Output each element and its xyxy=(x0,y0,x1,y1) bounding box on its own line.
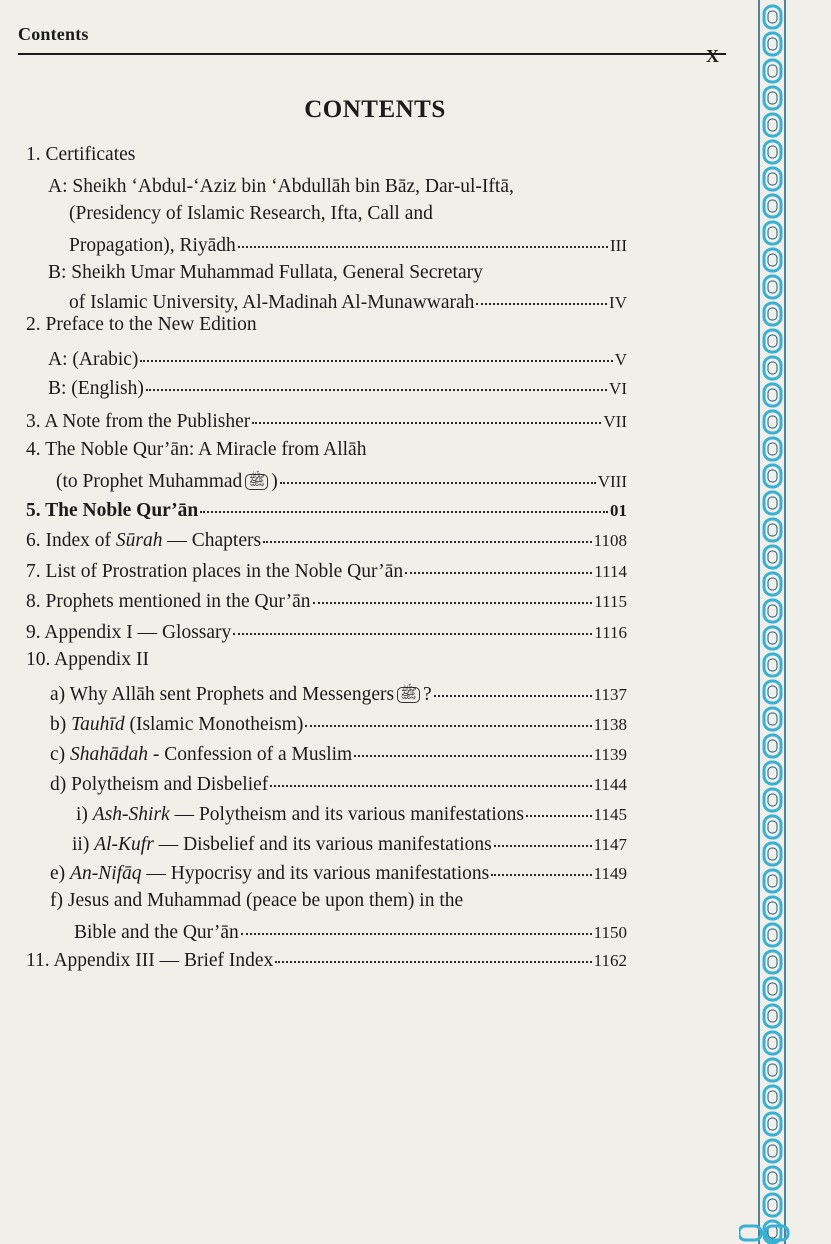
border-link xyxy=(768,38,777,50)
toc-entry-label: 11. Appendix III — Brief Index xyxy=(26,950,274,971)
dot-leader xyxy=(354,735,591,757)
toc-entry-label: of Islamic University, Al-Madinah Al-Munawwarah xyxy=(69,292,475,313)
toc-entry-label: (Presidency of Islamic Research, Ifta, Call and xyxy=(69,203,433,224)
dot-leader xyxy=(526,795,592,817)
border-link xyxy=(768,335,777,347)
border-link xyxy=(768,443,777,455)
border-link xyxy=(768,1037,777,1049)
toc-entry xyxy=(50,738,627,768)
border-link xyxy=(768,983,777,995)
border-link xyxy=(764,87,781,109)
dot-leader xyxy=(313,582,593,604)
border-link xyxy=(764,816,781,838)
dot-leader xyxy=(434,675,592,697)
toc-entry-label-end: ? xyxy=(423,684,432,705)
seal-glyph: ﷺ xyxy=(245,474,268,490)
toc-page-number: 1150 xyxy=(593,923,627,942)
border-link xyxy=(768,281,777,293)
border-link xyxy=(768,1010,777,1022)
border-link xyxy=(764,465,781,487)
border-link xyxy=(764,978,781,1000)
border-link xyxy=(764,519,781,541)
border-link xyxy=(768,659,777,671)
toc-entry-label-italic: Shahādah xyxy=(70,744,149,765)
border-link xyxy=(764,708,781,730)
toc-entry-label: 2. Preface to the New Edition xyxy=(26,314,257,335)
border-link xyxy=(764,1032,781,1054)
toc-entry-label: b) xyxy=(50,714,67,735)
toc-entry-label: Propagation), Riyādh xyxy=(69,235,236,256)
toc-entry-label: e) xyxy=(50,863,66,884)
border-link xyxy=(768,605,777,617)
toc-entry-label-end: — Chapters xyxy=(167,530,262,551)
page-title: CONTENTS xyxy=(304,96,446,123)
toc-entry-label-italic: Sūrah xyxy=(115,530,163,551)
toc-entry xyxy=(48,372,627,402)
dot-leader xyxy=(146,369,607,391)
border-link xyxy=(768,92,777,104)
toc-entry-label: 3. A Note from the Publisher xyxy=(26,411,251,432)
dot-leader xyxy=(476,283,607,305)
dot-leader xyxy=(200,491,608,513)
border-link xyxy=(764,384,781,406)
border-link xyxy=(768,821,777,833)
toc-entry-label-end: (Islamic Monotheism) xyxy=(129,714,304,735)
border-link xyxy=(764,1167,781,1189)
toc-page-number: 1138 xyxy=(593,715,627,734)
border-link xyxy=(764,438,781,460)
dot-leader xyxy=(238,226,608,248)
border-link xyxy=(764,1086,781,1108)
toc-entry xyxy=(26,647,149,673)
border-link xyxy=(764,573,781,595)
border-link xyxy=(768,146,777,158)
toc-page-number: 1144 xyxy=(593,775,627,794)
border-link xyxy=(764,33,781,55)
border-link xyxy=(764,627,781,649)
toc-page-number: IV xyxy=(609,293,627,312)
toc-entry xyxy=(26,405,627,435)
toc-page-number: VIII xyxy=(597,472,627,491)
toc-entry xyxy=(48,174,514,200)
toc-entry-label: 4. The Noble Qur’ān: A Miracle from Allāh xyxy=(26,439,367,460)
toc-entry xyxy=(26,494,627,524)
border-link xyxy=(768,65,777,77)
toc-entry-label-end: — Disbelief and its various manifestations xyxy=(158,834,492,855)
toc-entry-label: i) xyxy=(76,804,88,825)
toc-entry xyxy=(26,555,627,585)
border-link xyxy=(768,632,777,644)
toc-entry xyxy=(69,229,627,259)
toc-entry xyxy=(50,888,463,914)
toc-entry-label: 8. Prophets mentioned in the Qur’ān xyxy=(26,591,311,612)
border-link xyxy=(764,411,781,433)
border-link xyxy=(764,141,781,163)
border-link xyxy=(768,767,777,779)
border-link xyxy=(764,924,781,946)
border-link xyxy=(764,195,781,217)
toc-page-number: 1137 xyxy=(593,685,627,704)
border-link xyxy=(768,362,777,374)
border-link xyxy=(768,119,777,131)
toc-entry xyxy=(76,798,627,828)
toc-entry xyxy=(26,585,627,615)
toc-page-number: VI xyxy=(609,379,627,398)
dot-leader xyxy=(275,941,591,963)
toc-entry-label-italic: Tauhīd xyxy=(71,714,125,735)
toc-entry-label: a) Why Allāh sent Prophets and Messengers xyxy=(50,684,395,705)
toc-page-number: 1149 xyxy=(593,864,627,883)
toc-page-number: 01 xyxy=(610,501,627,520)
border-link xyxy=(768,848,777,860)
toc-entry-label: (to Prophet Muhammad xyxy=(56,471,243,492)
toc-entry-label: c) xyxy=(50,744,66,765)
dot-leader xyxy=(140,340,612,362)
border-link xyxy=(768,416,777,428)
border-link xyxy=(764,897,781,919)
border-link xyxy=(764,951,781,973)
border-link xyxy=(768,470,777,482)
border-link xyxy=(768,200,777,212)
border-link xyxy=(768,956,777,968)
border-link xyxy=(764,492,781,514)
toc-entry xyxy=(26,524,627,554)
border-link xyxy=(764,600,781,622)
border-link xyxy=(764,168,781,190)
border-link xyxy=(768,1091,777,1103)
toc-entry-label: 10. Appendix II xyxy=(26,649,149,670)
border-link xyxy=(764,681,781,703)
dot-leader xyxy=(270,765,591,787)
page-numeral: X xyxy=(706,46,719,66)
dot-leader xyxy=(280,462,596,484)
toc-page-number: 1162 xyxy=(593,951,627,970)
border-link xyxy=(768,551,777,563)
border-link xyxy=(768,929,777,941)
border-link xyxy=(739,1226,761,1240)
border-link xyxy=(764,654,781,676)
toc-entry-label: A: Sheikh ‘Abdul-‘Aziz bin ‘Abdullāh bin Bāz, Dar-ul-Iftā, xyxy=(48,176,514,197)
dot-leader xyxy=(405,552,592,574)
toc-entry xyxy=(26,437,366,463)
border-link xyxy=(764,276,781,298)
toc-entry xyxy=(26,312,257,338)
border-link xyxy=(764,60,781,82)
border-link xyxy=(768,11,777,23)
toc-page-number: 1116 xyxy=(594,623,627,642)
border-link xyxy=(768,497,777,509)
border-link xyxy=(764,546,781,568)
border-link xyxy=(768,686,777,698)
toc-page-number: 1147 xyxy=(593,835,627,854)
border-link xyxy=(768,227,777,239)
border-link xyxy=(768,1118,777,1130)
toc-entry-label: f) Jesus and Muhammad (peace be upon them) in the xyxy=(50,890,464,911)
border-link xyxy=(768,713,777,725)
toc-entry-label-italic: An-Nifāq xyxy=(70,863,142,884)
border-link xyxy=(764,114,781,136)
border-link xyxy=(768,1145,777,1157)
border-link xyxy=(768,902,777,914)
border-link xyxy=(768,794,777,806)
toc-page-number: VII xyxy=(603,412,627,431)
toc-entry-label: A: (Arabic) xyxy=(48,349,139,370)
toc-entry-label: Bible and the Qur’ān xyxy=(74,922,239,943)
border-link xyxy=(764,762,781,784)
toc-entry xyxy=(26,616,627,646)
border-link xyxy=(764,843,781,865)
border-link xyxy=(768,1199,777,1211)
toc-entry xyxy=(26,944,627,974)
seal-glyph: ﷺ xyxy=(397,687,420,703)
toc-entry-label: B: Sheikh Umar Muhammad Fullata, General Secretary xyxy=(48,262,483,283)
toc-page-number: 1115 xyxy=(594,592,627,611)
border-link xyxy=(764,1059,781,1081)
toc-entry-label: 1. Certificates xyxy=(26,144,136,165)
toc-page-number: 1145 xyxy=(593,805,627,824)
border-link xyxy=(768,389,777,401)
toc-entry xyxy=(50,857,627,887)
toc-page-number: 1114 xyxy=(594,562,627,581)
toc-entry-label: 5. The Noble Qur’ān xyxy=(26,500,199,521)
toc-entry-label-end: — Hypocrisy and its various manifestations xyxy=(146,863,490,884)
toc-entry xyxy=(50,708,627,738)
border-link xyxy=(768,254,777,266)
toc-entry xyxy=(69,201,433,227)
toc-entry xyxy=(26,142,135,168)
toc-entry xyxy=(50,678,627,708)
border-link xyxy=(764,330,781,352)
toc-entry-label: 6. Index of xyxy=(26,530,112,551)
border-link xyxy=(764,1113,781,1135)
toc-entry-label-end: — Polytheism and its various manifestations xyxy=(174,804,524,825)
dot-leader xyxy=(494,825,592,847)
dot-leader xyxy=(233,613,592,635)
toc-page-number: 1108 xyxy=(593,531,627,550)
dot-leader xyxy=(491,854,591,876)
border-link xyxy=(768,1064,777,1076)
running-title: Contents xyxy=(18,24,89,44)
toc-entry-label: d) Polytheism and Disbelief xyxy=(50,774,269,795)
border-link xyxy=(764,789,781,811)
border-link xyxy=(768,740,777,752)
border-link xyxy=(764,303,781,325)
toc-entry-label: 9. Appendix I — Glossary xyxy=(26,622,232,643)
border-link xyxy=(764,357,781,379)
dot-leader xyxy=(252,402,601,424)
border-link xyxy=(764,6,781,28)
toc-entry-label: ii) xyxy=(72,834,90,855)
border-link xyxy=(768,173,777,185)
border-link xyxy=(764,1194,781,1216)
decorative-border xyxy=(739,0,831,1244)
dot-leader xyxy=(241,913,592,935)
toc-entry-label-end: - Confession of a Muslim xyxy=(152,744,353,765)
toc-entry xyxy=(50,768,627,798)
toc-page-number: III xyxy=(610,236,627,255)
toc-entry xyxy=(48,260,483,286)
border-link xyxy=(764,870,781,892)
toc-entry-label-end: ) xyxy=(271,471,278,492)
border-link xyxy=(768,524,777,536)
toc-entry-label-italic: Al-Kufr xyxy=(94,834,154,855)
border-link xyxy=(764,1005,781,1027)
border-link xyxy=(764,1140,781,1162)
border-link xyxy=(764,222,781,244)
border-link xyxy=(764,735,781,757)
toc-entry-label: B: (English) xyxy=(48,378,144,399)
border-link xyxy=(768,578,777,590)
toc-entry-label: 7. List of Prostration places in the Noble Qur’ān xyxy=(26,561,404,582)
toc-page-number: 1139 xyxy=(593,745,627,764)
dot-leader xyxy=(263,521,592,543)
border-link xyxy=(768,1172,777,1184)
border-link xyxy=(764,249,781,271)
toc-page-number: V xyxy=(614,350,627,369)
dot-leader xyxy=(305,705,591,727)
border-link xyxy=(768,308,777,320)
border-link xyxy=(768,875,777,887)
toc-entry-label-italic: Ash-Shirk xyxy=(92,804,170,825)
